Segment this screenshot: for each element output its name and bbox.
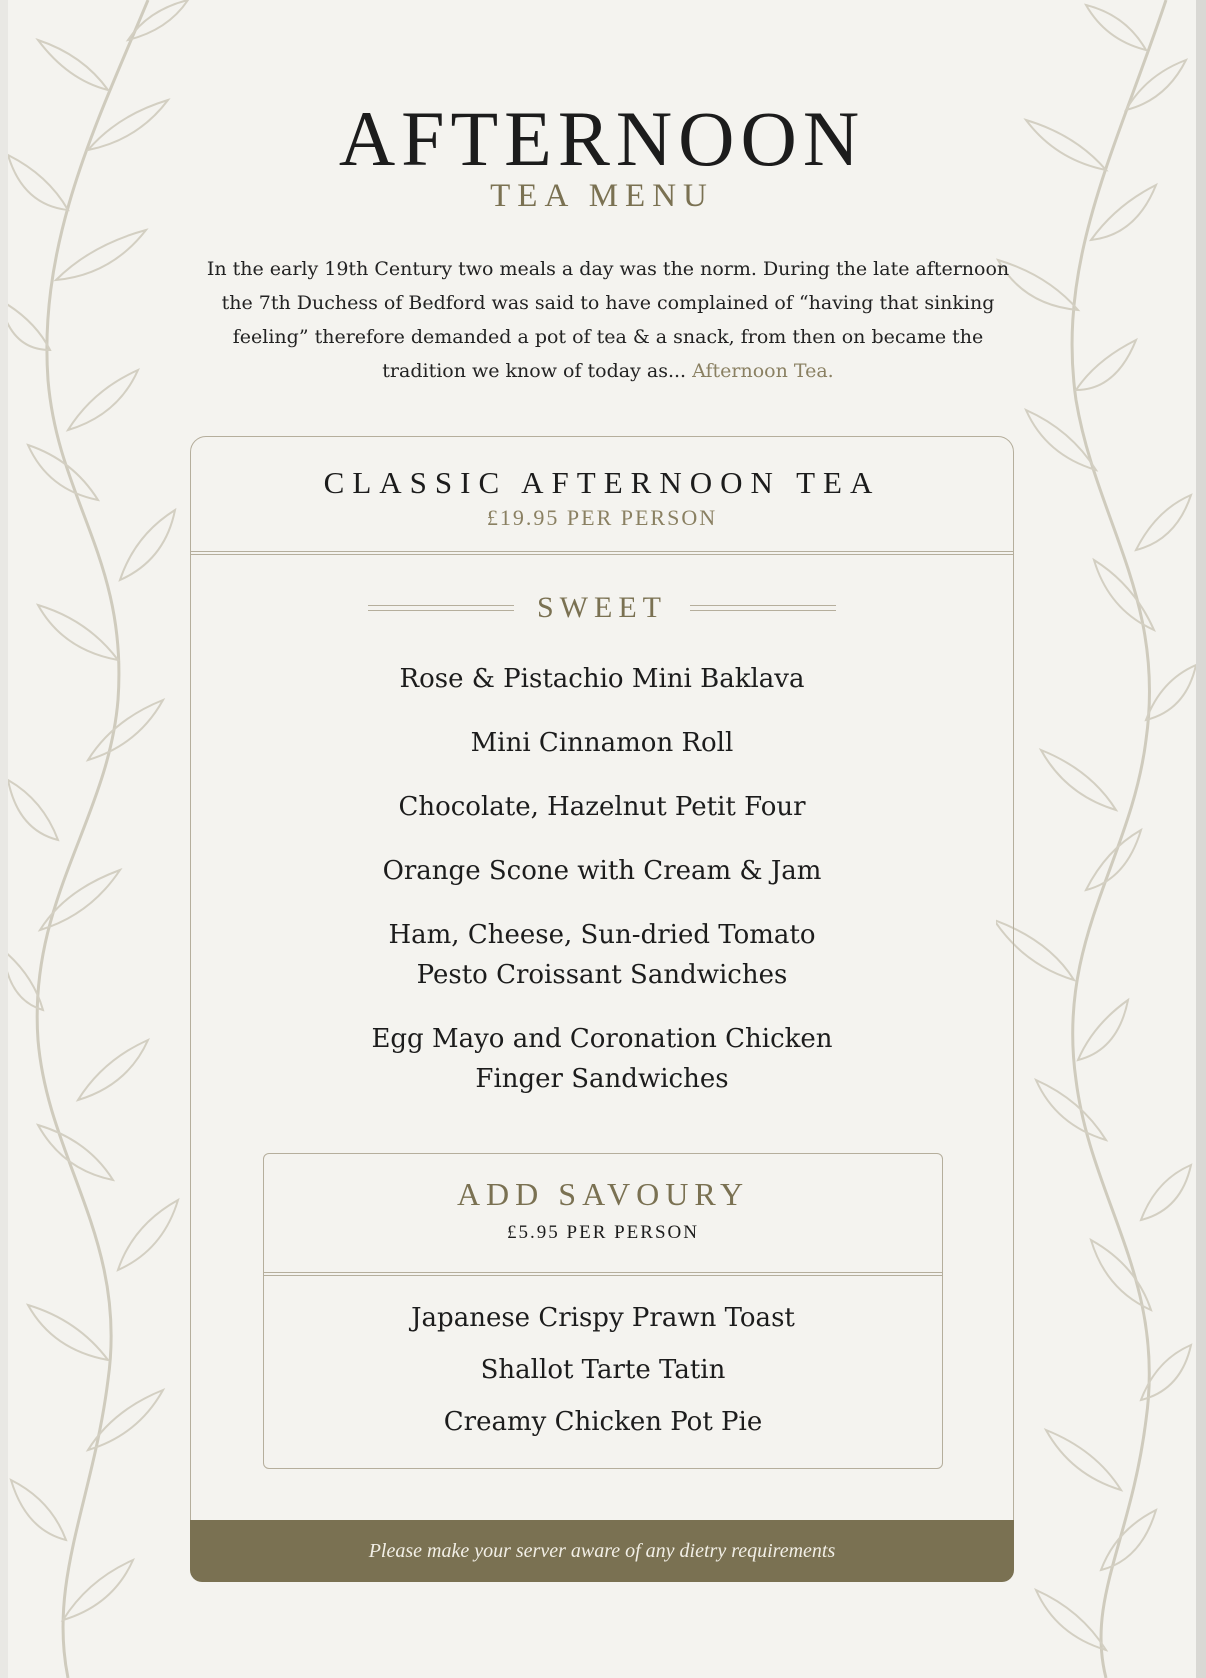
add-savoury-price: £5.95 PER PERSON (507, 1222, 699, 1243)
add-savoury-header (264, 1154, 942, 1276)
menu-page (8, 0, 1196, 1678)
savoury-item: Shallot Tarte Tatin (480, 1355, 726, 1385)
intro-paragraph (198, 252, 1018, 388)
classic-tea-card (190, 436, 1014, 1582)
card-price: £19.95 PER PERSON (486, 505, 718, 530)
section-heading-sweet (191, 591, 1013, 625)
menu-item-line: Orange Scone with Cream & Jam (382, 856, 822, 886)
add-savoury-box (263, 1153, 943, 1469)
menu-item-line: Rose & Pistachio Mini Baklava (399, 664, 805, 694)
menu-item (191, 915, 1013, 995)
card-header (191, 437, 1013, 555)
botanical-vine-left-decoration (8, 0, 208, 1678)
menu-item-line: Pesto Croissant Sandwiches (416, 960, 788, 990)
card-title: CLASSIC AFTERNOON TEA (323, 465, 881, 500)
menu-item (191, 1019, 1013, 1099)
intro-accent: Afternoon Tea. (692, 360, 834, 382)
botanical-vine-right-decoration (996, 0, 1196, 1678)
menu-item (191, 659, 1013, 699)
divider-left (368, 605, 514, 611)
page-subtitle: TEA MENU (490, 178, 714, 214)
menu-item (191, 851, 1013, 891)
divider-right (690, 605, 836, 611)
menu-item-line: Egg Mayo and Coronation Chicken (371, 1024, 833, 1054)
menu-item-line: Ham, Cheese, Sun-dried Tomato (388, 920, 816, 950)
dietary-note-bar: Please make your server aware of any dietry requirements (190, 1520, 1014, 1582)
menu-item (191, 787, 1013, 827)
savoury-item: Creamy Chicken Pot Pie (443, 1407, 763, 1437)
menu-item (191, 723, 1013, 763)
menu-item-line: Mini Cinnamon Roll (470, 728, 734, 758)
savoury-item: Japanese Crispy Prawn Toast (411, 1303, 795, 1333)
intro-text: In the early 19th Century two meals a day was the norm. During the late afternoon the 7th Duchess of Bedford was said to have complained of “having that sinking feeling” therefore demanded a pot of tea & a snack, from then on became the tradition we know of today as... (206, 258, 1010, 382)
menu-item-line: Finger Sandwiches (475, 1064, 729, 1094)
menu-items (191, 659, 1013, 1123)
add-savoury-items (264, 1292, 942, 1448)
page-title: AFTERNOON (338, 95, 866, 182)
page-edge (1196, 0, 1206, 1678)
add-savoury-title: ADD SAVOURY (456, 1176, 750, 1212)
section-label: SWEET (537, 591, 667, 624)
menu-item-line: Chocolate, Hazelnut Petit Four (398, 792, 806, 822)
